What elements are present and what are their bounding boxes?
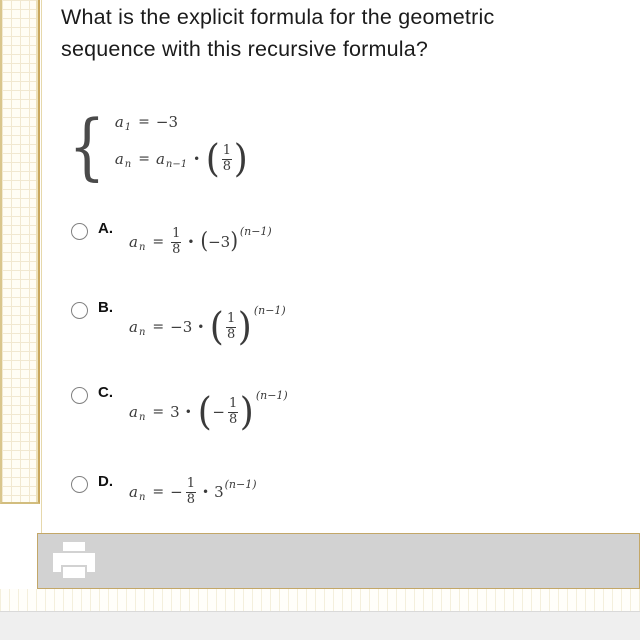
multiply-dot: •: [187, 235, 195, 250]
option-a-radio[interactable]: [71, 223, 88, 240]
recursive-formula: [64, 99, 249, 193]
option-d-radio[interactable]: [71, 476, 88, 493]
option-b-radio[interactable]: [71, 302, 88, 319]
question-panel: [41, 0, 640, 533]
option-c-formula: [129, 388, 288, 434]
value-neg-three: −3: [208, 233, 231, 252]
equals-sign: =: [138, 114, 150, 130]
exponent-n-minus-1: (n−1): [224, 477, 257, 491]
var-a: a: [155, 150, 165, 168]
fraction-one-eighth: $\frac{1}{8}$: [222, 142, 232, 174]
printer-icon-paper-out: [61, 565, 87, 580]
subscript-n: n: [138, 241, 146, 253]
subscript-n: n: [138, 326, 146, 338]
multiply-dot: •: [184, 405, 192, 419]
question-text: What is the explicit formula for the geometric sequence with this recursive formula?: [61, 5, 495, 61]
equals-sign: =: [152, 484, 165, 501]
answer-option-b[interactable]: [71, 296, 491, 368]
close-paren: ): [233, 137, 248, 181]
answer-option-a[interactable]: [71, 217, 491, 289]
minus-sign: −: [170, 483, 183, 502]
fraction-one-eighth: $\frac{1}{8}$: [226, 310, 236, 342]
fraction-one-eighth: $\frac{1}{8}$: [172, 226, 181, 257]
printer-icon-paper-top: [63, 542, 85, 551]
equals-sign: =: [152, 404, 165, 420]
option-d-formula: [129, 477, 257, 508]
subscript-n: n: [138, 411, 146, 423]
multiply-dot: •: [202, 485, 210, 500]
open-paren: (: [205, 137, 221, 181]
exponent-n-minus-1: (n−1): [239, 224, 272, 238]
fraction-one-eighth: $\frac{1}{8}$: [228, 395, 238, 427]
value-neg-three: −3: [170, 318, 193, 336]
recursive-formula-rows: [115, 113, 249, 179]
notebook-grid-sidebar: [0, 0, 40, 504]
multiply-dot: •: [197, 320, 205, 334]
answer-option-c[interactable]: [71, 381, 491, 453]
open-paren: (: [197, 390, 212, 434]
multiply-dot: •: [193, 152, 201, 166]
var-a: a: [129, 483, 138, 502]
equals-sign: =: [138, 151, 150, 167]
equals-sign: =: [152, 319, 165, 335]
option-a-formula: [129, 224, 272, 258]
option-a-label: A.: [98, 220, 113, 237]
option-b-formula: [129, 303, 286, 349]
value-three: 3: [214, 483, 224, 502]
subscript-1: 1: [124, 121, 132, 133]
close-paren: ): [230, 229, 239, 255]
value-neg-three: −3: [155, 113, 178, 131]
value-three: 3: [170, 403, 180, 421]
recursive-line-2: [115, 139, 249, 179]
open-paren: (: [210, 305, 225, 349]
paper-texture-strip: [0, 589, 640, 611]
subscript-n-minus-1: n−1: [165, 158, 188, 170]
recursive-line-1: [115, 113, 249, 131]
option-b-label: B.: [98, 299, 113, 316]
page-footer: [0, 611, 640, 640]
close-paren: ): [238, 305, 253, 349]
var-a: a: [129, 233, 138, 252]
close-paren: ): [240, 390, 255, 434]
minus-sign: −: [212, 403, 225, 421]
option-d-label: D.: [98, 473, 113, 490]
subscript-n: n: [138, 491, 146, 503]
option-c-radio[interactable]: [71, 387, 88, 404]
print-toolbar: [37, 533, 640, 589]
var-a: a: [129, 403, 138, 421]
left-brace: {: [68, 104, 106, 188]
exponent-n-minus-1: (n−1): [253, 303, 286, 317]
exponent-n-minus-1: (n−1): [255, 388, 288, 402]
printer-icon[interactable]: [52, 540, 96, 584]
var-a: a: [114, 150, 124, 168]
fraction-one-eighth: $\frac{1}{8}$: [186, 476, 195, 507]
option-c-label: C.: [98, 384, 113, 401]
open-paren: (: [199, 229, 208, 255]
var-a: a: [129, 318, 138, 336]
answer-option-d[interactable]: [71, 470, 491, 542]
equals-sign: =: [152, 234, 165, 251]
var-a: a: [114, 113, 124, 131]
subscript-n: n: [124, 158, 132, 170]
